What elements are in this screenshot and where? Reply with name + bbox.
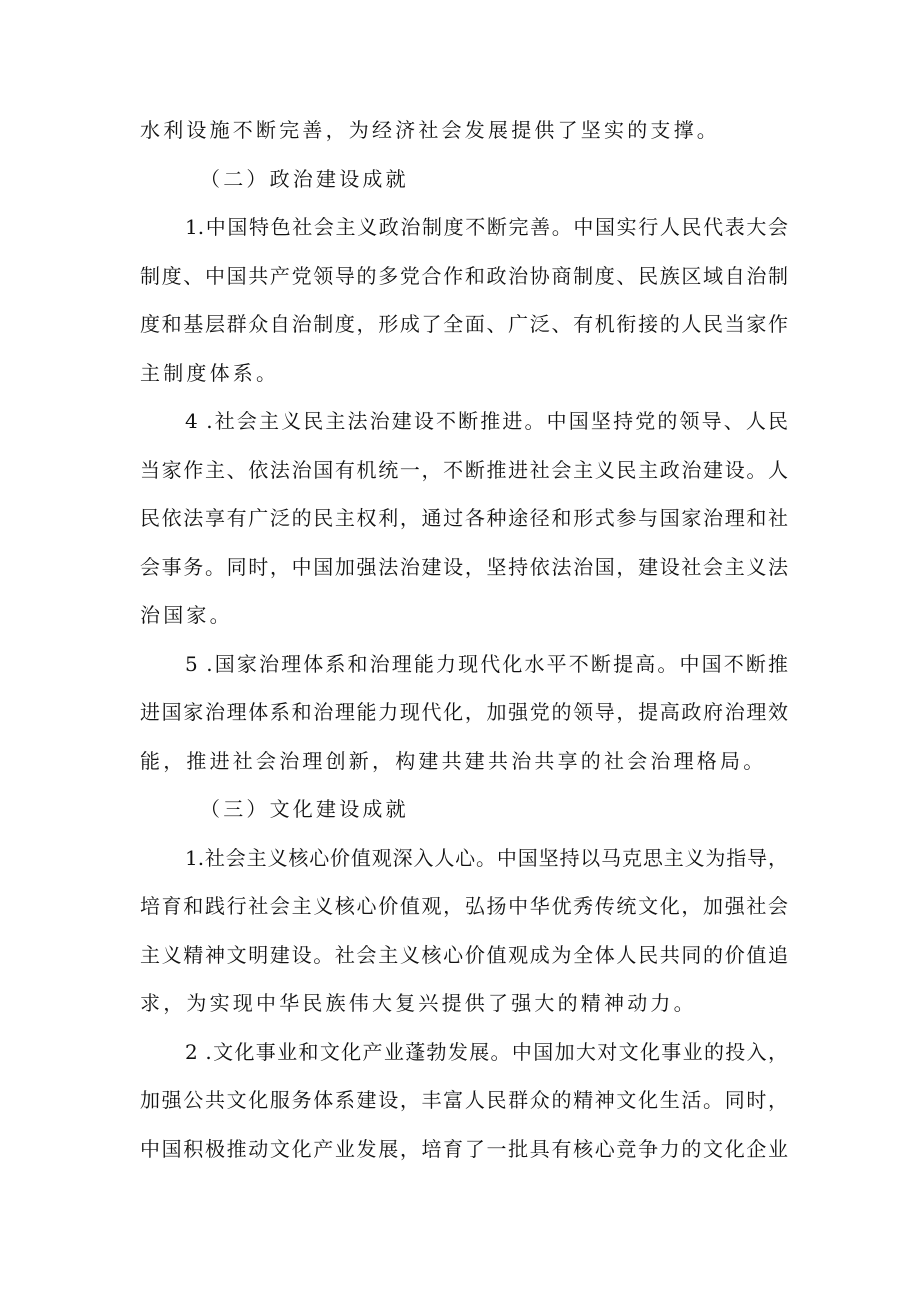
section-heading-cultural: （三）文化建设成就 — [200, 797, 409, 821]
text-line: 1.社会主义核心价值观深入人心。中国坚持以马克思主义为指导， — [185, 845, 788, 870]
text-line: 求，为实现中华民族伟大复兴提供了强大的精神动力。 — [140, 991, 697, 1015]
text-line: 主义精神文明建设。社会主义核心价值观成为全体人民共同的价值追 — [140, 942, 788, 967]
text-line: 进国家治理体系和治理能力现代化，加强党的领导，提高政府治理效 — [140, 700, 788, 724]
text-line: 4 .社会主义民主法治建设不断推进。中国坚持党的领导、人民 — [185, 409, 788, 433]
text-line: 主制度体系。 — [140, 360, 280, 385]
text-line: 5 .国家治理体系和治理能力现代化水平不断提高。中国不断推 — [185, 651, 788, 676]
text-line: 当家作主、依法治国有机统一，不断推进社会主义民主政治建设。人 — [140, 457, 788, 482]
paragraph-democracy-rule-of-law — [140, 397, 788, 640]
text-line: 水利设施不断完善，为经济社会发展提供了坚实的支撑。 — [140, 118, 720, 142]
text-line: 会事务。同时，中国加强法治建设，坚持依法治国，建设社会主义法 — [140, 554, 788, 579]
paragraph-political-system — [140, 203, 788, 397]
text-line: 制度、中国共产党领导的多党合作和政治协商制度、民族区域自治制 — [140, 263, 788, 288]
section-heading-political: （二）政治建设成就 — [200, 166, 409, 191]
text-line: 培育和践行社会主义核心价值观，弘扬中华优秀传统文化，加强社会 — [140, 894, 788, 918]
paragraph-governance-modernization — [140, 640, 788, 786]
text-line: 2 .文化事业和文化产业蓬勃发展。中国加大对文化事业的投入， — [185, 1039, 788, 1064]
text-line: 度和基层群众自治制度，形成了全面、广泛、有机衔接的人民当家作 — [140, 312, 788, 336]
text-line: 1.中国特色社会主义政治制度不断完善。中国实行人民代表大会 — [185, 215, 788, 239]
text-line: 治国家。 — [140, 603, 233, 627]
paragraph-culture-industry — [140, 1028, 788, 1174]
paragraph-economic-tail — [140, 106, 788, 155]
text-line: 加强公共文化服务体系建设，丰富人民群众的精神文化生活。同时， — [140, 1088, 788, 1112]
text-line: 民依法享有广泛的民主权利，通过各种途径和形式参与国家治理和社 — [140, 506, 788, 530]
paragraph-core-values — [140, 834, 788, 1028]
text-line: 中国积极推动文化产业发展，培育了一批具有核心竞争力的文化企业 — [140, 1136, 788, 1161]
document-body — [140, 106, 788, 1173]
text-line: 能，推进社会治理创新，构建共建共治共享的社会治理格局。 — [140, 748, 767, 773]
